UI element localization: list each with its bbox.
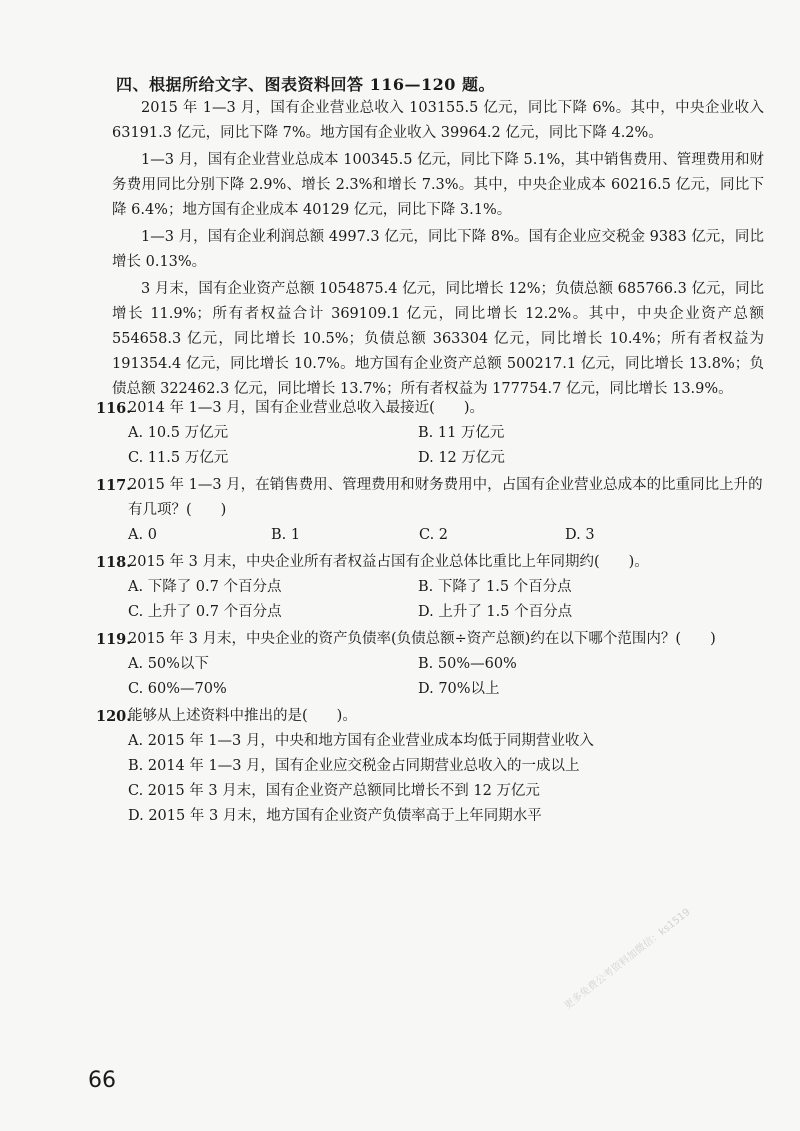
- question-text: 2015 年 1—3 月，在销售费用、管理费用和财务费用中，占国有企业营业总成本的比重同比上升的有几项？( ): [128, 477, 763, 518]
- passage-paragraph-cost: 1—3 月，国有企业营业总成本 100345.5 亿元，同比下降 5.1%，其中销售费用、管理费用和财务费用同比分别下降 2.9%、增长 2.3%和增长 7.3%。其中，中央企业成本 60216.5 亿元，同比下降 6.4%；地方国有企业成本 40129 亿元，同比下降 3.1%。: [112, 152, 764, 218]
- question-120: [96, 704, 764, 829]
- option-c: C. 上升了 0.7 个百分点: [128, 604, 282, 620]
- option-b: B. 50%—60%: [418, 656, 517, 672]
- option-a: A. 下降了 0.7 个百分点: [128, 579, 282, 595]
- passage: [112, 96, 764, 404]
- option-b: B. 11 万亿元: [418, 425, 505, 441]
- option-d: D. 2015 年 3 月末，地方国有企业资产负债率高于上年同期水平: [128, 808, 542, 824]
- question-number: 116.: [96, 400, 132, 417]
- question-116: [96, 396, 764, 471]
- section-title: 四、根据所给文字、图表资料回答 116—120 题。: [116, 75, 495, 94]
- option-b: B. 下降了 1.5 个百分点: [418, 579, 572, 595]
- question-119: [96, 627, 764, 702]
- question-118: [96, 550, 764, 625]
- question-text: 2015 年 3 月末，中央企业所有者权益占国有企业总体比重比上年同期约( )。: [128, 554, 649, 570]
- passage-paragraph-assets: 3 月末，国有企业资产总额 1054875.4 亿元，同比增长 12%；负债总额 685766.3 亿元，同比增长 11.9%；所有者权益合计 369109.1 亿元，同比增长 12.2%。其中，中央企业资产总额 554658.3 亿元，同比增长 10.5%；负债总额 363304 亿元，同比增长 10.4%；所有者权益为 191354.4 亿元，同比增长 10.7%。地方国有企业资产总额 500217.1 亿元，同比增长 13.8%；负债总额 322462.3 亿元，同比增长 13.7%；所有者权益为 177754.7 亿元，同比增长 13.9%。: [112, 281, 764, 397]
- watermark-text: 更多免费公考资料加微信：ks1519: [562, 906, 693, 1012]
- passage-paragraph-revenue: 2015 年 1—3 月，国有企业营业总收入 103155.5 亿元，同比下降 6%。其中，中央企业收入 63191.3 亿元，同比下降 7%。地方国有企业收入 39964.2 亿元，同比下降 4.2%。: [112, 100, 764, 141]
- option-b: B. 1: [271, 527, 301, 543]
- option-d: D. 70%以上: [418, 681, 500, 697]
- question-text: 2015 年 3 月末，中央企业的资产负债率(负债总额÷资产总额)约在以下哪个范围内？( ): [128, 631, 716, 647]
- option-c: C. 2015 年 3 月末，国有企业资产总额同比增长不到 12 万亿元: [128, 783, 540, 799]
- option-a: A. 50%以下: [128, 656, 209, 672]
- option-a: A. 0: [128, 527, 157, 543]
- option-c: C. 2: [419, 527, 449, 543]
- option-b: B. 2014 年 1—3 月，国有企业应交税金占同期营业总收入的一成以上: [128, 758, 580, 774]
- question-number: 119.: [96, 631, 132, 648]
- question-text: 2014 年 1—3 月，国有企业营业总收入最接近( )。: [128, 400, 484, 416]
- option-d: D. 3: [565, 527, 595, 543]
- question-number: 120.: [96, 708, 132, 725]
- option-c: C. 60%—70%: [128, 681, 227, 697]
- question-number: 118.: [96, 554, 132, 571]
- page-number: 66: [88, 1068, 116, 1093]
- question-list: [96, 396, 764, 831]
- question-117: [96, 473, 764, 548]
- option-d: D. 上升了 1.5 个百分点: [418, 604, 573, 620]
- passage-paragraph-profit: 1—3 月，国有企业利润总额 4997.3 亿元，同比下降 8%。国有企业应交税金 9383 亿元，同比增长 0.13%。: [112, 229, 764, 270]
- question-text: 能够从上述资料中推出的是( )。: [128, 708, 357, 724]
- question-number: 117.: [96, 477, 132, 494]
- option-a: A. 2015 年 1—3 月，中央和地方国有企业营业成本均低于同期营业收入: [128, 733, 594, 749]
- option-a: A. 10.5 万亿元: [128, 425, 229, 441]
- option-c: C. 11.5 万亿元: [128, 450, 229, 466]
- option-d: D. 12 万亿元: [418, 450, 505, 466]
